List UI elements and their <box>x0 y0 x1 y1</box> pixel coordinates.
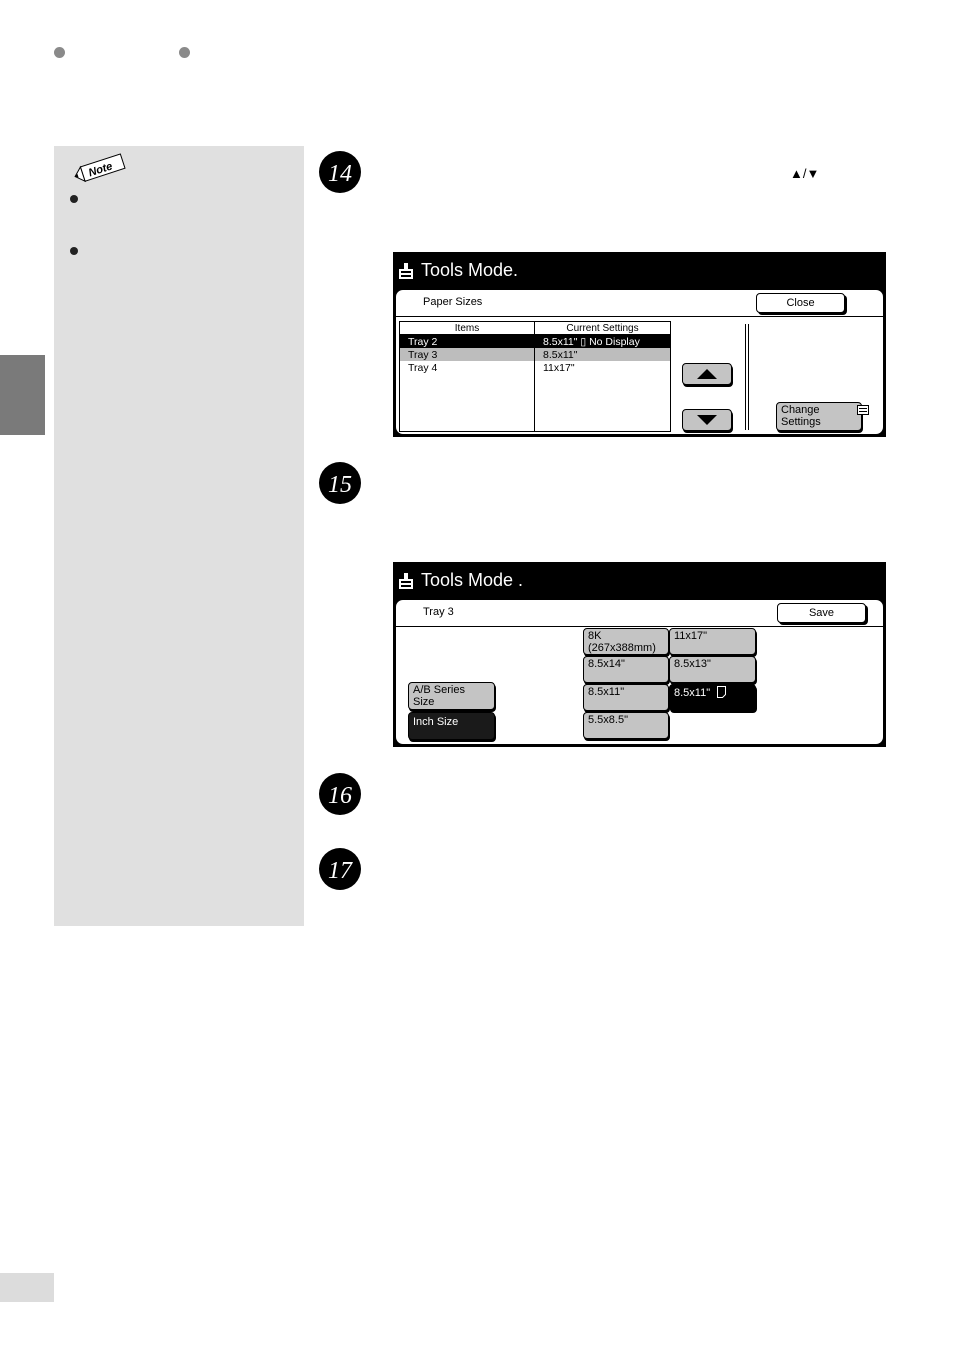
close-button[interactable]: Close <box>756 293 845 313</box>
column-header-items: Items <box>400 322 535 335</box>
tools-icon <box>398 262 414 280</box>
step-14-number: 14 <box>328 161 352 187</box>
note-bullet-1 <box>70 195 78 203</box>
size-8-5x13-button[interactable] <box>669 656 756 683</box>
step-15-number: 15 <box>328 472 352 498</box>
step-14-badge <box>319 151 361 193</box>
change-settings-label-2: Settings <box>781 416 821 428</box>
table-row-tray-3[interactable] <box>400 348 671 361</box>
screen2-panel <box>395 599 884 745</box>
screen1-titlebar <box>393 252 886 289</box>
chapter-tab <box>0 355 45 435</box>
step-15-badge <box>319 462 361 504</box>
screen1-title: Tools Mode. <box>421 260 519 280</box>
size-8-5x14-button[interactable] <box>583 656 669 683</box>
change-settings-button[interactable] <box>776 402 862 431</box>
size-8-5x11-portrait-label: 8.5x11" <box>674 687 711 699</box>
row-setting: 8.5x11" <box>535 348 671 361</box>
size-8k-label-2: (267x388mm) <box>588 642 656 654</box>
header-dot-right <box>179 47 190 58</box>
screen2-title: Tools Mode . <box>421 570 524 590</box>
step-17-number: 17 <box>328 858 352 884</box>
size-11x17-label: 11x17" <box>674 630 708 642</box>
row-item: Tray 4 <box>400 361 535 374</box>
step-17-badge <box>319 848 361 890</box>
scroll-down-button[interactable] <box>682 409 732 431</box>
table-row-tray-2[interactable] <box>400 335 671 349</box>
row-item: Tray 2 <box>400 335 535 349</box>
row-setting: 11x17" <box>535 361 671 374</box>
row-item: Tray 3 <box>400 348 535 361</box>
size-8-5x11-button[interactable] <box>583 684 669 711</box>
size-5-5x8-5-label: 5.5x8.5" <box>588 714 628 726</box>
size-8-5x11-portrait-button[interactable] <box>669 684 756 711</box>
divider-line-1 <box>745 324 746 430</box>
note-bullet-2 <box>70 247 78 255</box>
screen1-panel <box>395 289 884 435</box>
size-8k-label-1: 8K <box>588 630 602 642</box>
up-arrow-icon <box>696 368 718 380</box>
page-number-box <box>0 1273 54 1302</box>
portrait-paper-icon <box>717 686 726 698</box>
table-row-tray-4[interactable] <box>400 361 671 374</box>
list-icon <box>857 405 869 415</box>
size-8-5x11-label: 8.5x11" <box>588 686 625 698</box>
header-dot-left <box>54 47 65 58</box>
save-button[interactable]: Save <box>777 603 866 623</box>
screen2-header <box>396 600 883 627</box>
tools-icon <box>398 572 414 590</box>
note-label: Note <box>87 160 115 180</box>
tools-mode-tray-3-screen <box>393 562 886 747</box>
size-8-5x13-label: 8.5x13" <box>674 658 711 670</box>
ab-series-size-button[interactable] <box>408 682 495 710</box>
tray-3-heading: Tray 3 <box>423 606 454 618</box>
size-11x17-button[interactable] <box>669 628 756 655</box>
up-down-arrows-icon: ▲/▼ <box>790 166 820 181</box>
inch-size-label: Inch Size <box>413 716 459 728</box>
scroll-up-button[interactable] <box>682 363 732 385</box>
table-empty-space <box>400 374 671 432</box>
size-8k-button[interactable] <box>583 628 669 655</box>
down-arrow-icon <box>696 414 718 426</box>
divider-line-2 <box>748 324 749 430</box>
size-5-5x8-5-button[interactable] <box>583 712 669 739</box>
note-pencil-icon <box>70 152 130 186</box>
inch-size-button[interactable] <box>408 712 495 740</box>
column-header-current-settings: Current Settings <box>535 322 671 335</box>
step-16-badge <box>319 773 361 815</box>
paper-sizes-heading: Paper Sizes <box>423 296 483 308</box>
tray-settings-table <box>399 321 671 432</box>
ab-series-label-1: A/B Series <box>413 684 465 696</box>
tools-mode-paper-sizes-screen <box>393 252 886 437</box>
screen1-header <box>396 290 883 317</box>
ab-series-label-2: Size <box>413 696 435 708</box>
screen2-titlebar <box>393 562 886 599</box>
change-settings-label-1: Change <box>781 404 820 416</box>
size-8-5x14-label: 8.5x14" <box>588 658 625 670</box>
row-setting: 8.5x11" ▯ No Display <box>535 335 671 349</box>
note-panel <box>54 146 304 926</box>
step-16-number: 16 <box>328 783 352 809</box>
